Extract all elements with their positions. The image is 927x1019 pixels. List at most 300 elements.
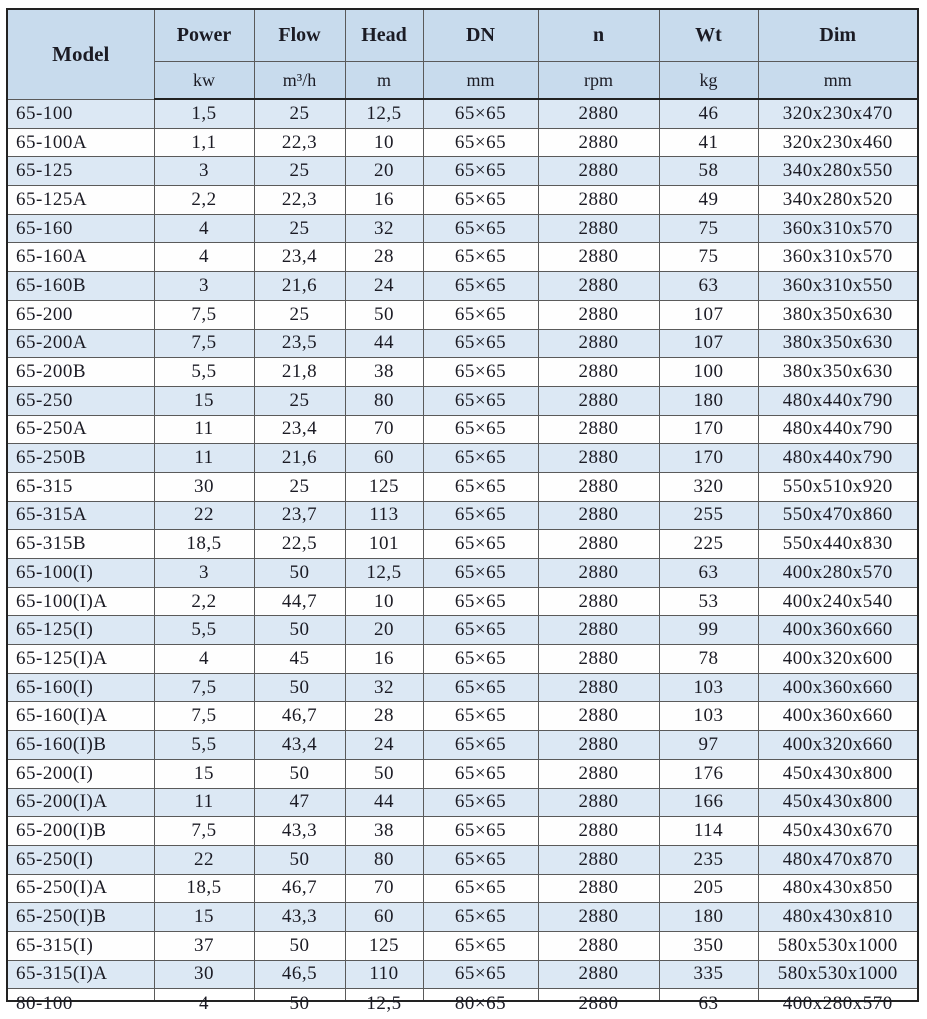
value-cell: 65×65 [423,559,538,588]
unit-flow: m³/h [254,62,345,100]
value-cell: 47 [254,788,345,817]
value-cell: 43,3 [254,817,345,846]
value-cell: 58 [659,157,758,186]
table-row-partial [7,989,918,1002]
value-cell: 50 [254,759,345,788]
value-cell: 180 [659,903,758,932]
model-cell: 65-160(I)A [7,702,154,731]
table-row [7,329,918,358]
value-cell: 46,7 [254,874,345,903]
value-cell: 2,2 [154,186,254,215]
value-cell: 75 [659,243,758,272]
value-cell: 65×65 [423,358,538,387]
model-cell: 65-315(I)A [7,960,154,989]
value-cell: 2880 [538,358,659,387]
value-cell: 2880 [538,759,659,788]
value-cell: 15 [154,386,254,415]
value-cell: 400x360x660 [758,702,918,731]
value-cell: 11 [154,788,254,817]
table-row [7,358,918,387]
value-cell: 2880 [538,903,659,932]
value-cell: 50 [254,616,345,645]
value-cell: 65×65 [423,99,538,128]
value-cell: 2880 [538,960,659,989]
table-row [7,415,918,444]
model-cell: 65-100 [7,99,154,128]
value-cell: 65×65 [423,472,538,501]
value-cell: 5,5 [154,358,254,387]
table-row [7,386,918,415]
value-cell: 25 [254,300,345,329]
model-cell: 65-250(I)B [7,903,154,932]
value-cell: 44 [345,788,423,817]
unit-power: kw [154,62,254,100]
value-cell: 18,5 [154,530,254,559]
column-header-wt: Wt [659,9,758,62]
value-cell: 22 [154,845,254,874]
value-cell: 65×65 [423,272,538,301]
value-cell: 1,5 [154,99,254,128]
value-cell: 25 [254,386,345,415]
unit-n: rpm [538,62,659,100]
value-cell: 4 [154,214,254,243]
model-cell: 65-200A [7,329,154,358]
value-cell: 1,1 [154,128,254,157]
value-cell: 65×65 [423,157,538,186]
value-cell: 2880 [538,128,659,157]
value-cell: 65×65 [423,845,538,874]
value-cell: 340x280x550 [758,157,918,186]
table-row [7,759,918,788]
value-cell: 53 [659,587,758,616]
value-cell: 2880 [538,157,659,186]
table-row [7,186,918,215]
value-cell: 65×65 [423,415,538,444]
value-cell: 2880 [538,559,659,588]
value-cell: 400x320x660 [758,731,918,760]
value-cell: 65×65 [423,702,538,731]
value-cell: 2880 [538,817,659,846]
value-cell: 65×65 [423,960,538,989]
unit-head: m [345,62,423,100]
model-cell: 65-200B [7,358,154,387]
table-row [7,472,918,501]
unit-dim: mm [758,62,918,100]
value-cell: 580x530x1000 [758,931,918,960]
model-cell: 65-200(I) [7,759,154,788]
value-cell: 46,5 [254,960,345,989]
value-cell: 2880 [538,214,659,243]
value-cell: 2880 [538,645,659,674]
value-cell: 11 [154,415,254,444]
value-cell: 4 [154,645,254,674]
value-cell: 99 [659,616,758,645]
value-cell: 205 [659,874,758,903]
value-cell: 41 [659,128,758,157]
value-cell: 63 [659,559,758,588]
value-cell: 45 [254,645,345,674]
value-cell: 3 [154,559,254,588]
value-cell: 550x510x920 [758,472,918,501]
value-cell: 125 [345,931,423,960]
value-cell: 12,5 [345,559,423,588]
value-cell: 23,4 [254,415,345,444]
model-cell: 65-160(I)B [7,731,154,760]
model-cell: 65-250(I) [7,845,154,874]
value-cell: 400x360x660 [758,673,918,702]
table-row [7,444,918,473]
table-row [7,874,918,903]
model-cell: 65-125 [7,157,154,186]
table-row [7,300,918,329]
column-header-flow: Flow [254,9,345,62]
value-cell: 480x430x850 [758,874,918,903]
value-cell: 24 [345,272,423,301]
value-cell: 23,5 [254,329,345,358]
table-row [7,817,918,846]
table-row [7,157,918,186]
model-cell: 65-160A [7,243,154,272]
table-row [7,645,918,674]
value-cell: 65×65 [423,759,538,788]
table-row [7,99,918,128]
value-cell: 30 [154,960,254,989]
table-row [7,788,918,817]
value-cell: 320x230x460 [758,128,918,157]
value-cell: 65×65 [423,817,538,846]
value-cell: 125 [345,472,423,501]
value-cell: 15 [154,903,254,932]
value-cell: 2880 [538,472,659,501]
model-cell: 65-200(I)A [7,788,154,817]
value-cell: 28 [345,702,423,731]
value-cell: 100 [659,358,758,387]
value-cell: 2880 [538,444,659,473]
table-row [7,616,918,645]
value-cell: 65×65 [423,329,538,358]
value-cell: 22,3 [254,128,345,157]
model-cell: 65-100(I)A [7,587,154,616]
model-cell: 65-250B [7,444,154,473]
value-cell: 10 [345,587,423,616]
value-cell: 25 [254,472,345,501]
value-cell: 2,2 [154,587,254,616]
table-row [7,702,918,731]
pump-spec-table [6,8,919,1015]
unit-dn: mm [423,62,538,100]
table-row [7,501,918,530]
column-header-power: Power [154,9,254,62]
table-body [7,99,918,1015]
value-cell: 23,7 [254,501,345,530]
value-cell: 50 [254,989,345,1002]
value-cell: 50 [254,845,345,874]
value-cell: 24 [345,731,423,760]
value-cell: 12,5 [345,989,423,1002]
value-cell: 65×65 [423,530,538,559]
value-cell: 22,5 [254,530,345,559]
value-cell: 340x280x520 [758,186,918,215]
table-row [7,673,918,702]
column-header-model: Model [7,9,154,99]
value-cell: 110 [345,960,423,989]
table-row [7,530,918,559]
value-cell: 65×65 [423,300,538,329]
value-cell: 22 [154,501,254,530]
value-cell: 360x310x550 [758,272,918,301]
model-cell: 65-250 [7,386,154,415]
value-cell: 480x470x870 [758,845,918,874]
value-cell: 65×65 [423,874,538,903]
value-cell: 65×65 [423,903,538,932]
value-cell: 75 [659,214,758,243]
value-cell: 103 [659,702,758,731]
column-header-dim: Dim [758,9,918,62]
value-cell: 2880 [538,845,659,874]
value-cell: 70 [345,874,423,903]
model-cell: 65-100A [7,128,154,157]
value-cell: 65×65 [423,673,538,702]
value-cell: 400x320x600 [758,645,918,674]
value-cell: 78 [659,645,758,674]
unit-wt: kg [659,62,758,100]
value-cell: 550x470x860 [758,501,918,530]
value-cell: 7,5 [154,329,254,358]
value-cell: 7,5 [154,300,254,329]
value-cell: 113 [345,501,423,530]
table-row [7,272,918,301]
value-cell: 3 [154,157,254,186]
value-cell: 70 [345,415,423,444]
value-cell: 50 [254,559,345,588]
value-cell: 65×65 [423,788,538,817]
value-cell: 65×65 [423,186,538,215]
value-cell: 2880 [538,931,659,960]
value-cell: 25 [254,157,345,186]
model-cell: 65-160(I) [7,673,154,702]
value-cell: 80×65 [423,989,538,1002]
value-cell: 2880 [538,243,659,272]
table-row [7,845,918,874]
value-cell: 50 [254,931,345,960]
value-cell: 80 [345,845,423,874]
value-cell: 400x360x660 [758,616,918,645]
value-cell: 65×65 [423,501,538,530]
value-cell: 2880 [538,587,659,616]
table-row [7,128,918,157]
pump-spec-table-wrap [6,8,919,1015]
value-cell: 360x310x570 [758,214,918,243]
value-cell: 20 [345,157,423,186]
value-cell: 400x240x540 [758,587,918,616]
value-cell: 180 [659,386,758,415]
value-cell: 255 [659,501,758,530]
value-cell: 2880 [538,186,659,215]
value-cell: 480x440x790 [758,444,918,473]
model-cell: 65-315B [7,530,154,559]
table-row [7,214,918,243]
value-cell: 2880 [538,272,659,301]
model-cell: 65-125A [7,186,154,215]
value-cell: 166 [659,788,758,817]
value-cell: 380x350x630 [758,358,918,387]
value-cell: 450x430x800 [758,759,918,788]
value-cell: 450x430x800 [758,788,918,817]
value-cell: 20 [345,616,423,645]
value-cell: 65×65 [423,587,538,616]
column-header-dn: DN [423,9,538,62]
model-cell: 65-250(I)A [7,874,154,903]
value-cell: 225 [659,530,758,559]
value-cell: 60 [345,444,423,473]
value-cell: 2880 [538,329,659,358]
value-cell: 32 [345,673,423,702]
value-cell: 49 [659,186,758,215]
value-cell: 50 [345,759,423,788]
value-cell: 360x310x570 [758,243,918,272]
model-cell: 80-100 [7,989,154,1002]
value-cell: 170 [659,444,758,473]
table-header [7,9,918,99]
value-cell: 335 [659,960,758,989]
table-row [7,960,918,989]
value-cell: 2880 [538,501,659,530]
value-cell: 4 [154,989,254,1002]
value-cell: 25 [254,214,345,243]
value-cell: 65×65 [423,931,538,960]
value-cell: 60 [345,903,423,932]
value-cell: 2880 [538,300,659,329]
value-cell: 550x440x830 [758,530,918,559]
model-cell: 65-250A [7,415,154,444]
value-cell: 7,5 [154,673,254,702]
value-cell: 380x350x630 [758,300,918,329]
model-cell: 65-315(I) [7,931,154,960]
value-cell: 480x440x790 [758,415,918,444]
value-cell: 320x230x470 [758,99,918,128]
table-row [7,903,918,932]
value-cell: 176 [659,759,758,788]
model-cell: 65-315 [7,472,154,501]
value-cell: 25 [254,99,345,128]
value-cell: 65×65 [423,645,538,674]
value-cell: 65×65 [423,243,538,272]
value-cell: 23,4 [254,243,345,272]
value-cell: 37 [154,931,254,960]
model-cell: 65-200 [7,300,154,329]
table-row [7,587,918,616]
value-cell: 22,3 [254,186,345,215]
value-cell: 43,3 [254,903,345,932]
model-cell: 65-160B [7,272,154,301]
value-cell: 63 [659,989,758,1002]
value-cell: 12,5 [345,99,423,128]
value-cell: 65×65 [423,386,538,415]
value-cell: 7,5 [154,817,254,846]
value-cell: 32 [345,214,423,243]
table-row [7,243,918,272]
value-cell: 65×65 [423,731,538,760]
value-cell: 103 [659,673,758,702]
table-row [7,931,918,960]
value-cell: 170 [659,415,758,444]
value-cell: 65×65 [423,128,538,157]
table-row [7,731,918,760]
value-cell: 2880 [538,788,659,817]
value-cell: 2880 [538,386,659,415]
value-cell: 38 [345,358,423,387]
model-cell: 65-160 [7,214,154,243]
value-cell: 28 [345,243,423,272]
value-cell: 30 [154,472,254,501]
value-cell: 5,5 [154,731,254,760]
value-cell: 21,6 [254,444,345,473]
value-cell: 320 [659,472,758,501]
column-header-n: n [538,9,659,62]
value-cell: 5,5 [154,616,254,645]
model-cell: 65-125(I) [7,616,154,645]
value-cell: 450x430x670 [758,817,918,846]
value-cell: 46 [659,99,758,128]
value-cell: 18,5 [154,874,254,903]
value-cell: 2880 [538,415,659,444]
model-cell: 65-125(I)A [7,645,154,674]
model-cell: 65-200(I)B [7,817,154,846]
value-cell: 4 [154,243,254,272]
value-cell: 2880 [538,874,659,903]
value-cell: 21,8 [254,358,345,387]
value-cell: 350 [659,931,758,960]
value-cell: 400x280x570 [758,989,918,1002]
value-cell: 101 [345,530,423,559]
value-cell: 580x530x1000 [758,960,918,989]
value-cell: 107 [659,329,758,358]
value-cell: 114 [659,817,758,846]
value-cell: 2880 [538,702,659,731]
value-cell: 44 [345,329,423,358]
column-header-head: Head [345,9,423,62]
value-cell: 2880 [538,673,659,702]
model-cell: 65-100(I) [7,559,154,588]
value-cell: 38 [345,817,423,846]
value-cell: 65×65 [423,214,538,243]
value-cell: 46,7 [254,702,345,731]
value-cell: 63 [659,272,758,301]
value-cell: 80 [345,386,423,415]
value-cell: 65×65 [423,616,538,645]
value-cell: 10 [345,128,423,157]
table-row [7,559,918,588]
value-cell: 7,5 [154,702,254,731]
value-cell: 480x440x790 [758,386,918,415]
value-cell: 44,7 [254,587,345,616]
value-cell: 50 [254,673,345,702]
model-cell: 65-315A [7,501,154,530]
value-cell: 43,4 [254,731,345,760]
value-cell: 15 [154,759,254,788]
value-cell: 16 [345,645,423,674]
value-cell: 2880 [538,99,659,128]
value-cell: 400x280x570 [758,559,918,588]
value-cell: 2880 [538,616,659,645]
value-cell: 380x350x630 [758,329,918,358]
value-cell: 3 [154,272,254,301]
value-cell: 480x430x810 [758,903,918,932]
value-cell: 16 [345,186,423,215]
value-cell: 65×65 [423,444,538,473]
value-cell: 107 [659,300,758,329]
value-cell: 2880 [538,989,659,1002]
